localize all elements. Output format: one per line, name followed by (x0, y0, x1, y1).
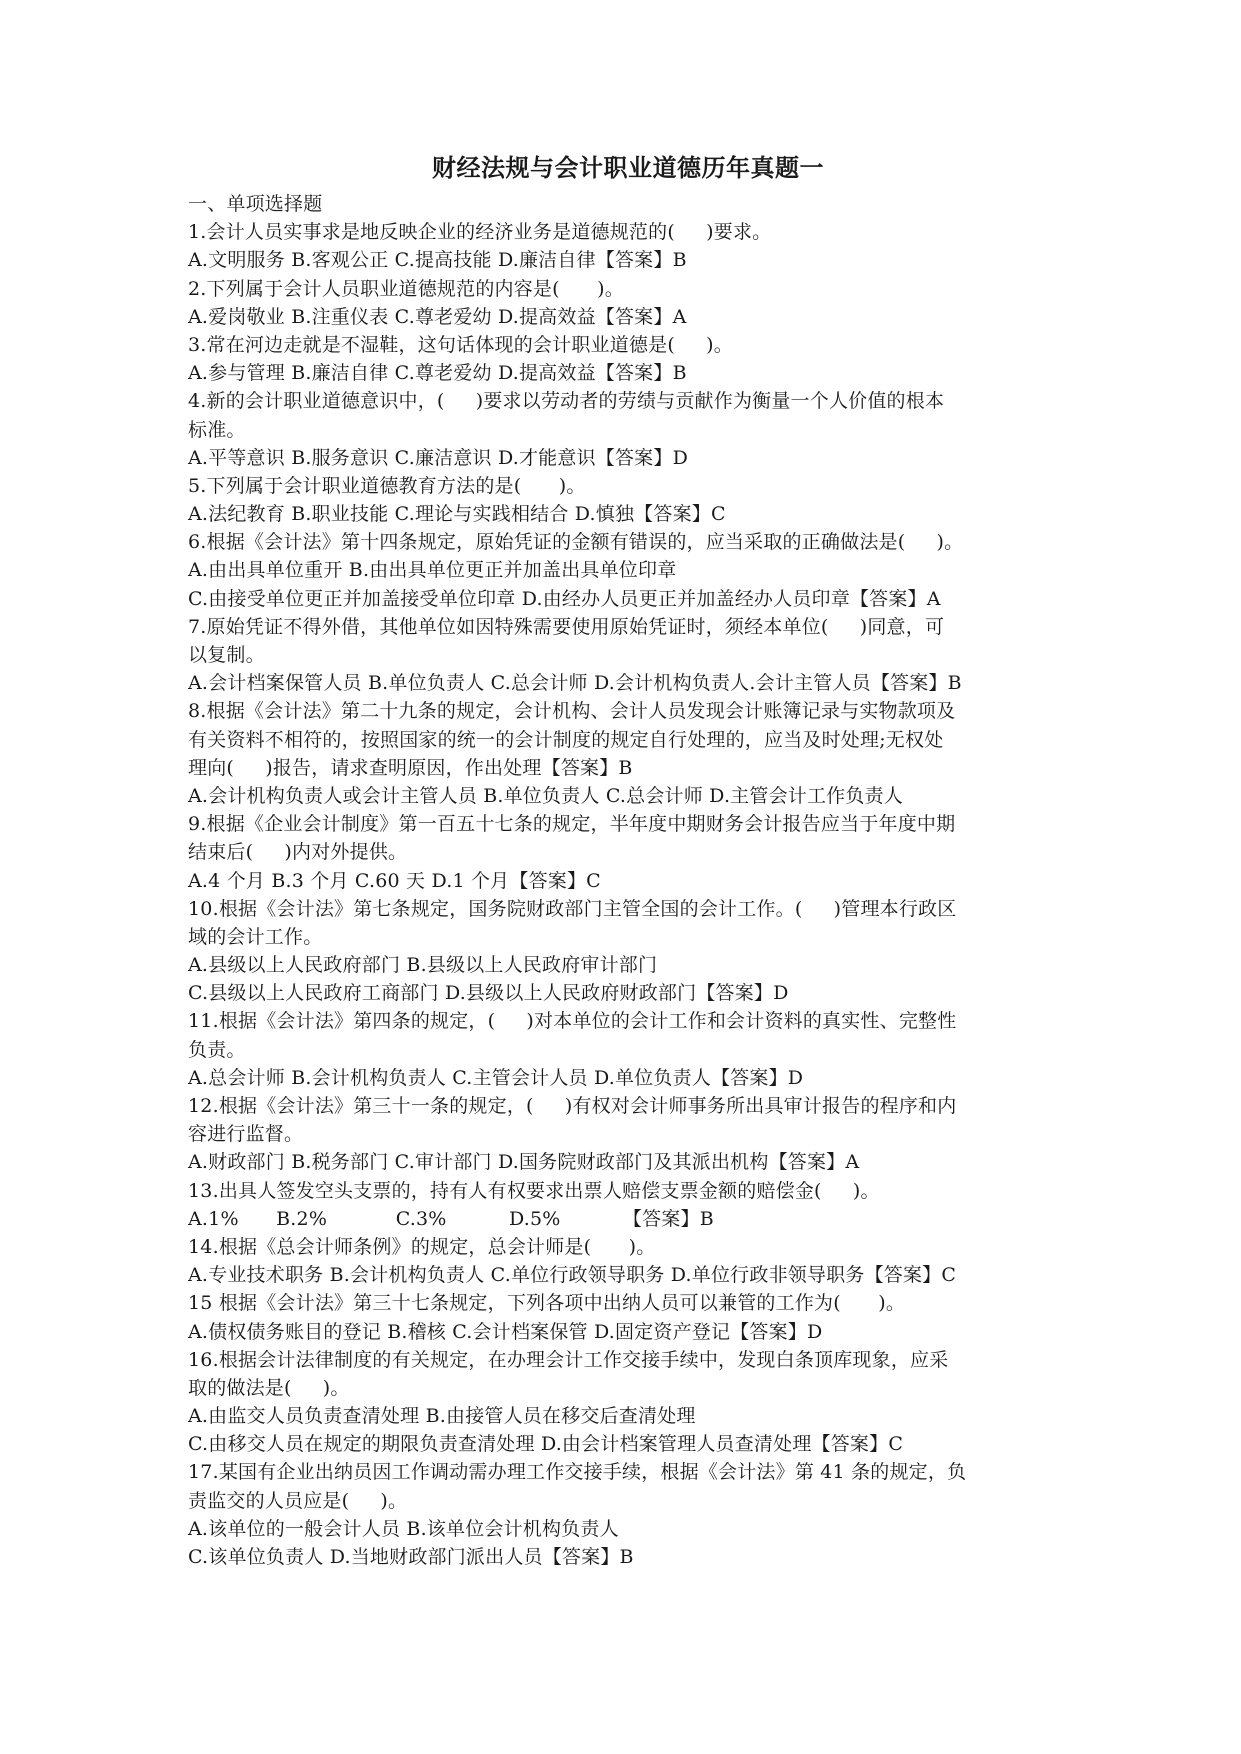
text-line: A.1% B.2% C.3% D.5% 【答案】B (188, 1207, 714, 1230)
document-title: 财经法规与会计职业道德历年真题一 (432, 154, 824, 182)
text-line: A.县级以上人民政府部门 B.县级以上人民政府审计部门 (188, 954, 658, 977)
text-line: 5.下列属于会计职业道德教育方法的是( )。 (188, 474, 586, 497)
text-line: A.参与管理 B.廉洁自律 C.尊老爱幼 D.提高效益【答案】B (188, 362, 687, 385)
text-line: C.由移交人员在规定的期限负责查清处理 D.由会计档案管理人员查清处理【答案】C (188, 1433, 904, 1456)
text-line: 10.根据《会计法》第七条规定，国务院财政部门主管全国的会计工作。( )管理本行政区 (188, 897, 957, 920)
text-line: A.债权债务账目的登记 B.稽核 C.会计档案保管 D.固定资产登记【答案】D (188, 1320, 823, 1343)
text-line: 域的会计工作。 (188, 925, 323, 948)
text-line: A.由出具单位重开 B.由出具单位更正并加盖出具单位印章 (188, 559, 677, 582)
text-line: A.专业技术职务 B.会计机构负责人 C.单位行政领导职务 D.单位行政非领导职务【答案】C (188, 1264, 957, 1287)
text-line: 13.出具人签发空头支票的，持有人有权要求出票人赔偿支票金额的赔偿金( )。 (188, 1179, 880, 1202)
text-line: 16.根据会计法律制度的有关规定，在办理会计工作交接手续中，发现白条顶库现象，应采 (188, 1348, 949, 1371)
text-line: 有关资料不相符的，按照国家的统一的会计制度的规定自行处理的，应当及时处理;无权处 (188, 728, 944, 751)
section-heading: 一、单项选择题 (188, 193, 323, 215)
text-line: 11.根据《会计法》第四条的规定，( )对本单位的会计工作和会计资料的真实性、完整性 (188, 1010, 957, 1033)
text-line: A.文明服务 B.客观公正 C.提高技能 D.廉洁自律【答案】B (188, 249, 687, 272)
text-line: A.总会计师 B.会计机构负责人 C.主管会计人员 D.单位负责人【答案】D (188, 1066, 804, 1089)
text-line: A.4 个月 B.3 个月 C.60 天 D.1 个月【答案】C (188, 869, 601, 892)
text-line: 14.根据《总会计师条例》的规定，总会计师是( )。 (188, 1235, 656, 1258)
text-line: 责监交的人员应是( )。 (188, 1489, 408, 1512)
text-line: 6.根据《会计法》第十四条规定，原始凭证的金额有错误的，应当采取的正确做法是( )。 (188, 531, 964, 554)
text-line: A.平等意识 B.服务意识 C.廉洁意识 D.才能意识【答案】D (188, 446, 689, 469)
text-line: A.法纪教育 B.职业技能 C.理论与实践相结合 D.慎独【答案】C (188, 503, 726, 526)
text-line: 17.某国有企业出纳员因工作调动需办理工作交接手续，根据《会计法》第 41 条的规定，负 (188, 1461, 967, 1484)
text-line: A.该单位的一般会计人员 B.该单位会计机构负责人 (188, 1517, 619, 1540)
text-line: A.爱岗敬业 B.注重仪表 C.尊老爱幼 D.提高效益【答案】A (188, 305, 687, 328)
document-body (188, 190, 1068, 1571)
text-line: 15 根据《会计法》第三十七条规定，下列各项中出纳人员可以兼管的工作为( )。 (188, 1292, 906, 1315)
text-line: 2.下列属于会计人员职业道德规范的内容是( )。 (188, 277, 624, 300)
text-line: 3.常在河边走就是不湿鞋，这句话体现的会计职业道德是( )。 (188, 333, 733, 356)
text-line: 容进行监督。 (188, 1123, 304, 1146)
document-page (188, 150, 1068, 1571)
text-line: A.由监交人员负责查清处理 B.由接管人员在移交后查清处理 (188, 1405, 696, 1428)
text-line: 4.新的会计职业道德意识中，( )要求以劳动者的劳绩与贡献作为衡量一个人价值的根本 (188, 390, 945, 413)
text-line: 9.根据《企业会计制度》第一百五十七条的规定，半年度中期财务会计报告应当于年度中期 (188, 813, 956, 836)
text-line: C.该单位负责人 D.当地财政部门派出人员【答案】B (188, 1546, 634, 1568)
text-line: A.财政部门 B.税务部门 C.审计部门 D.国务院财政部门及其派出机构【答案】A (188, 1151, 860, 1174)
text-line: 结束后( )内对外提供。 (188, 841, 408, 864)
text-line: 取的做法是( )。 (188, 1376, 350, 1399)
text-line: 7.原始凭证不得外借，其他单位如因特殊需要使用原始凭证时，须经本单位( )同意，可 (188, 615, 945, 638)
text-line: A.会计档案保管人员 B.单位负责人 C.总会计师 D.会计机构负责人.会计主管人员【答案】B (188, 672, 962, 695)
text-line: 标准。 (188, 418, 246, 441)
text-line: 1.会计人员实事求是地反映企业的经济业务是道德规范的( )要求。 (188, 221, 772, 244)
text-line: 8.根据《会计法》第二十九条的规定，会计机构、会计人员发现会计账簿记录与实物款项及 (188, 700, 956, 723)
text-line: C.县级以上人民政府工商部门 D.县级以上人民政府财政部门【答案】D (188, 982, 789, 1005)
text-line: 负责。 (188, 1038, 246, 1061)
text-line: 理向( )报告，请求查明原因，作出处理【答案】B (188, 756, 633, 779)
text-line: C.由接受单位更正并加盖接受单位印章 D.由经办人员更正并加盖经办人员印章【答案】A (188, 587, 941, 610)
text-line: 12.根据《会计法》第三十一条的规定，( )有权对会计师事务所出具审计报告的程序和内 (188, 1095, 957, 1117)
text-line: A.会计机构负责人或会计主管人员 B.单位负责人 C.总会计师 D.主管会计工作负责人 (188, 784, 903, 807)
text-line: 以复制。 (188, 644, 265, 666)
